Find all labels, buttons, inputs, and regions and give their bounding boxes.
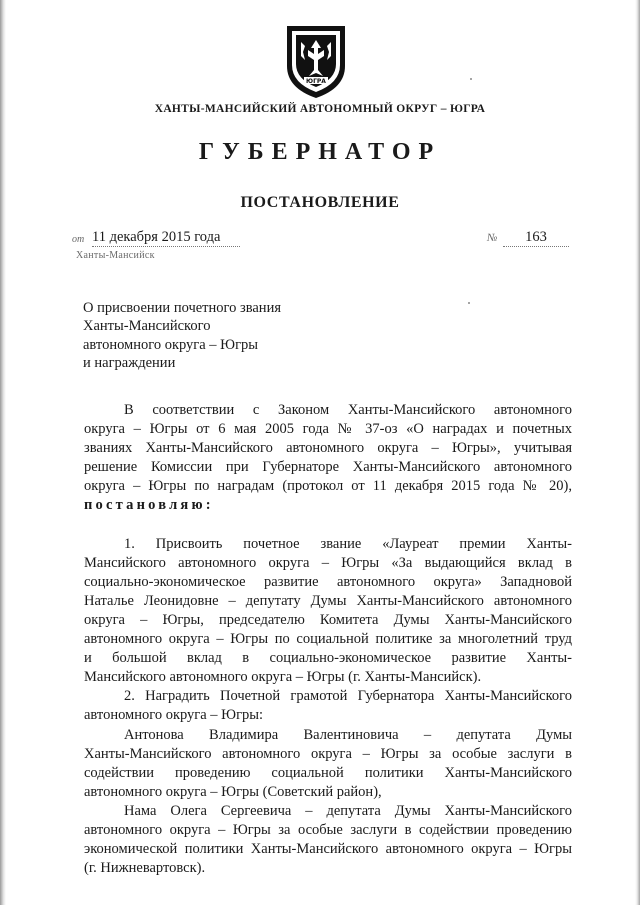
number-label: № — [487, 232, 498, 244]
document-type-heading: ПОСТАНОВЛЕНИЕ — [240, 194, 400, 211]
preamble-line: округа – Югры по наградам (протокол от 11 декабря 2015 года № 20), — [84, 478, 572, 495]
preamble-line: званиях Ханты-Мансийского автономного округа – Югры», учитывая — [84, 440, 572, 457]
coat-of-arms-icon — [277, 22, 355, 100]
item1-line: Мансийского автономного округа – Югры (г. Ханты-Мансийск). — [84, 669, 482, 686]
scan-speck — [470, 78, 472, 80]
item1-line: Наталье Леонидовне – депутату Думы Ханты-Мансийского автономного — [84, 592, 572, 609]
item1-line: социально-экономическое развитие автономного округа» Западновой — [84, 573, 572, 590]
emblem-caption: ЮГРА — [306, 78, 326, 85]
scan-edge-left — [0, 0, 6, 905]
item1-line: Мансийского автономного округа – Югры «За выдающийся вклад в — [84, 554, 572, 571]
preamble-line: В соответствии с Законом Ханты-Мансийского автономного — [124, 402, 572, 418]
award-b-line: автономного округа – Югры за особые заслуги в содействии проведению — [84, 821, 572, 838]
award-a-line: Антонова Владимира Валентиновича – депутата Думы — [124, 726, 572, 743]
award-a-line: Ханты-Мансийского автономного округа – Югры за особые заслуги в — [84, 745, 572, 762]
item2-line: автономного округа – Югры: — [84, 707, 264, 724]
item2-line: 2. Наградить Почетной грамотой Губернатора Ханты-Мансийского — [124, 688, 572, 705]
item1-line: автономного округа – Югры по социальной политике за многолетний труд — [84, 631, 572, 648]
item1-line: и большой вклад в социально-экономическое развитие Ханты- — [84, 650, 572, 667]
scan-edge-right — [635, 0, 640, 905]
award-b-line: Нама Олега Сергеевича – депутата Думы Ханты-Мансийского — [124, 802, 572, 819]
subject-line: О присвоении почетного звания — [83, 300, 281, 316]
authority-heading: ГУБЕРНАТОР — [198, 139, 442, 165]
resolve-word: постановляю: — [84, 497, 214, 514]
region-heading: ХАНТЫ-МАНСИЙСКИЙ АВТОНОМНЫЙ ОКРУГ – ЮГРА — [154, 103, 486, 115]
award-b-line: (г. Нижневартовск). — [84, 860, 206, 877]
date-prefix: от — [72, 234, 85, 245]
award-a-line: автономного округа – Югры (Советский район), — [84, 783, 382, 800]
award-b-line: экономической политики Ханты-Мансийского автономного округа – Югры — [84, 841, 572, 858]
subject-line: и награждении — [83, 354, 176, 371]
item1-line: округа – Югры, председателю Комитета Думы Ханты-Мансийского — [84, 611, 572, 628]
item1-line: 1. Присвоить почетное звание «Лауреат премии Ханты- — [124, 535, 572, 552]
decree-date: 11 декабря 2015 года — [92, 229, 240, 247]
decree-number: 163 — [503, 229, 569, 247]
place-of-issue: Ханты-Мансийск — [76, 250, 155, 261]
preamble-line: решение Комиссии при Губернаторе Ханты-Мансийского автономного — [84, 459, 572, 476]
decree-subject — [83, 299, 343, 372]
subject-line: Ханты-Мансийского — [83, 318, 211, 335]
award-a-line: содействии проведению социальной политики Ханты-Мансийского — [84, 764, 572, 781]
subject-line: автономного округа – Югры — [83, 336, 259, 353]
preamble-line: округа – Югры от 6 мая 2005 года № 37-оз «О наградах и почетных — [84, 421, 572, 438]
decree-body — [84, 401, 572, 878]
scan-speck — [468, 302, 470, 304]
